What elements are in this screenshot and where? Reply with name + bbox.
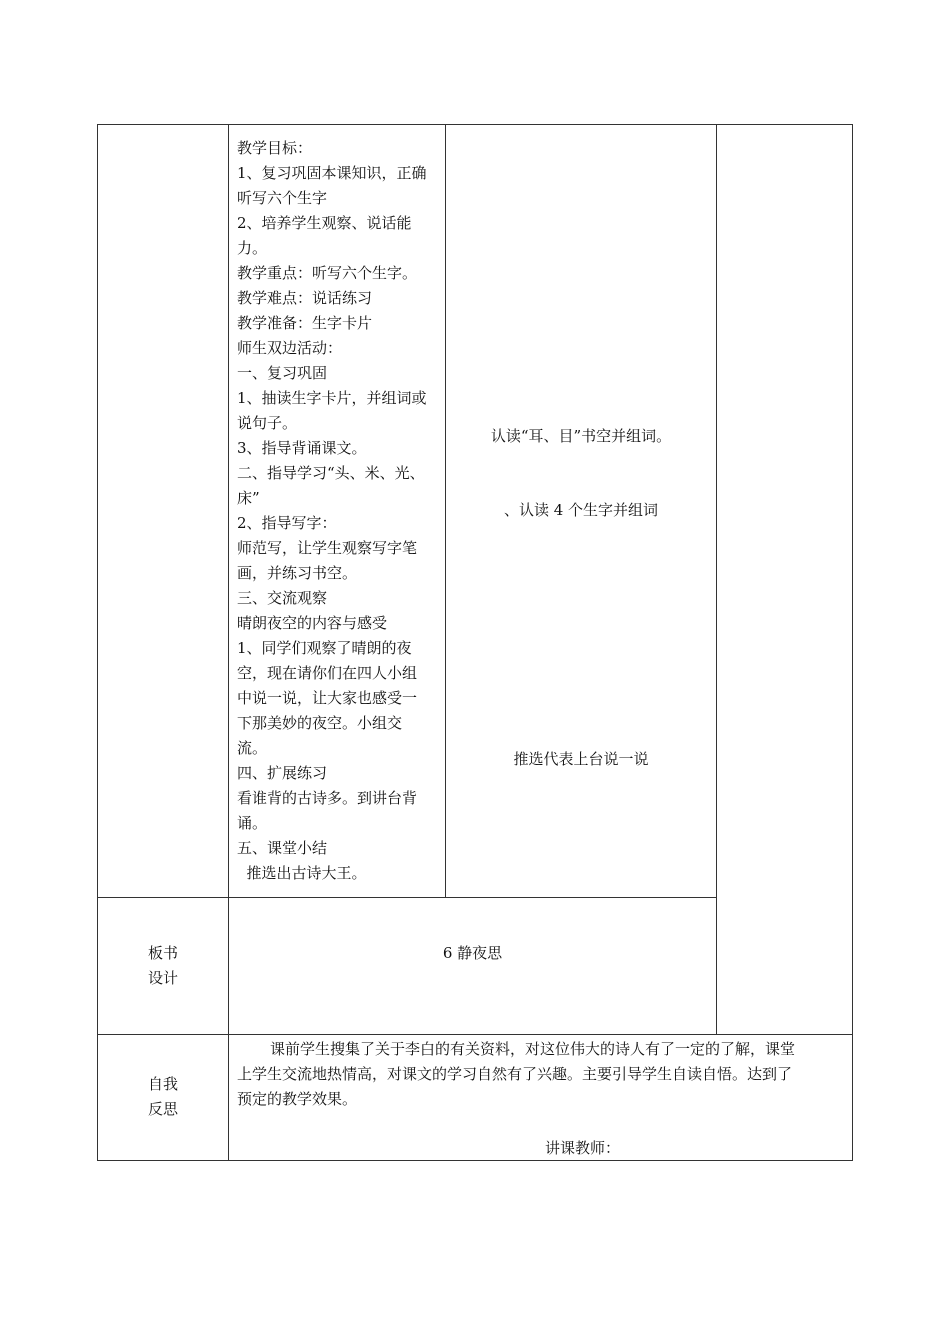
reflection-line: 课前学生搜集了关于李白的有关资料，对这位伟大的诗人有了一定的了解，课堂 (270, 1040, 796, 1058)
reflection-line: 预定的教学效果。 (237, 1090, 358, 1108)
process-line: 教学目标： (237, 139, 313, 157)
process-line: 五、课堂小结 (237, 839, 328, 857)
table-top-border (97, 124, 853, 125)
process-line: 看谁背的古诗多。到讲台背 (237, 789, 418, 807)
teacher-signature-label: 讲课教师： (545, 1139, 621, 1157)
label-column-divider (228, 124, 229, 1161)
board-label-line: 板书 (147, 944, 178, 962)
process-line: 听写六个生字 (237, 189, 328, 207)
student-activity-new-characters: 、认读 4 个生字并组词 (503, 501, 659, 519)
process-line: 四、扩展练习 (237, 764, 328, 782)
student-activity-recognize: 认读“耳、目”书空并组词。 (490, 427, 672, 445)
process-line: 力。 (237, 239, 268, 257)
process-line: 2、培养学生观察、说话能 (237, 214, 412, 232)
reflection-label-line: 自我 (147, 1075, 178, 1093)
process-line: 诵。 (237, 814, 268, 832)
reflection-text (237, 1037, 795, 1112)
process-line: 流。 (237, 739, 268, 757)
process-line: 1、复习巩固本课知识，正确 (237, 164, 427, 182)
process-line: 3、指导背诵课文。 (237, 439, 367, 457)
table-right-border (852, 124, 853, 1161)
process-line: 画，并练习书空。 (237, 564, 358, 582)
process-line: 1、抽读生字卡片，并组词或 (237, 389, 427, 407)
reflection-row-top-border (97, 1034, 853, 1035)
board-label-line: 设计 (147, 969, 178, 987)
process-line: 一、复习巩固 (237, 364, 328, 382)
reflection-label-line: 反思 (147, 1100, 178, 1118)
notes-column-divider (716, 124, 717, 1034)
table-bottom-border (97, 1160, 853, 1161)
process-line: 2、指导写字： (237, 514, 337, 532)
process-line: 教学重点：听写六个生字。 (237, 264, 418, 282)
process-line: 二、指导学习“头、米、光、 (237, 464, 425, 482)
process-line: 晴朗夜空的内容与感受 (237, 614, 388, 632)
board-design-label (98, 941, 228, 991)
process-line: 三、交流观察 (237, 589, 328, 607)
process-line: 中说一说，让大家也感受一 (237, 689, 418, 707)
process-line: 师范写，让学生观察写字笔 (237, 539, 418, 557)
process-line: 1、同学们观察了晴朗的夜 (237, 639, 412, 657)
process-line: 推选出古诗大王。 (237, 864, 367, 882)
board-design-content: 6 静夜思 (442, 944, 503, 962)
board-row-top-border (97, 897, 717, 898)
reflection-line: 上学生交流地热情高，对课文的学习自然有了兴趣。主要引导学生自读自悟。达到了 (237, 1065, 793, 1083)
student-activity-present: 推选代表上台说一说 (513, 750, 649, 768)
teaching-process-text (237, 136, 427, 886)
process-line: 床” (237, 489, 260, 507)
table-left-border (97, 124, 98, 1161)
self-reflection-label (98, 1072, 228, 1122)
process-line: 师生双边活动： (237, 339, 343, 357)
process-line: 空，现在请你们在四人小组 (237, 664, 418, 682)
process-line: 说句子。 (237, 414, 298, 432)
process-line: 教学准备：生字卡片 (237, 314, 373, 332)
process-line: 教学难点：说话练习 (237, 289, 373, 307)
process-line: 下那美妙的夜空。小组交 (237, 714, 403, 732)
